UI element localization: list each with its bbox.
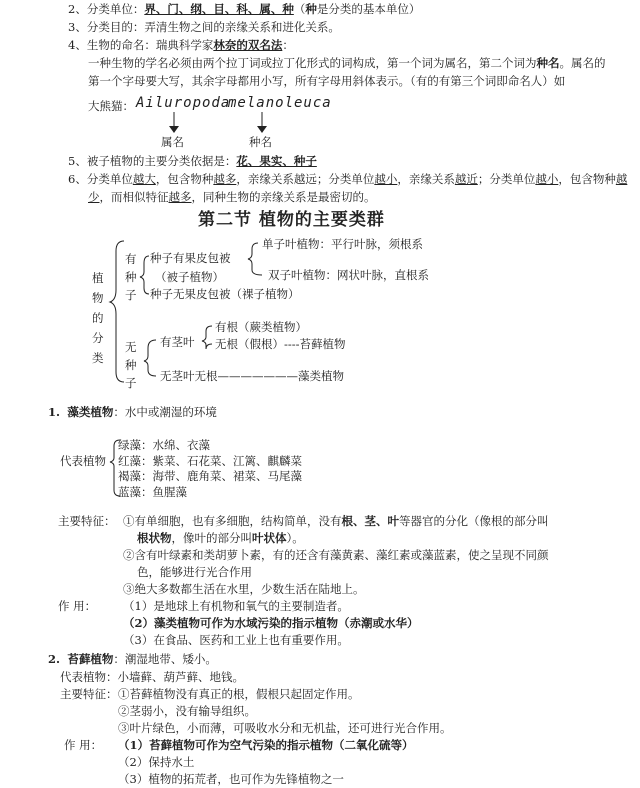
t1: 分类单位 bbox=[86, 172, 133, 186]
panda-genus: Ailuropoda bbox=[136, 95, 231, 111]
t5: ，亲缘关系越远；分类单位 bbox=[236, 172, 375, 186]
moss-use-3: （3）植物的拓荒者，也可作为先锋植物之一 bbox=[118, 772, 344, 786]
moss-name: 苔藓植物 bbox=[67, 652, 114, 666]
item-5-text: 被子植物的主要分类依据是： bbox=[86, 154, 237, 168]
species-label: 种名 bbox=[249, 135, 272, 149]
moss-feature-2: ②茎弱小，没有输导组织。 bbox=[118, 704, 256, 718]
moss-feature-3: ③叶片绿色，小而薄，可吸收水分和无机盐，还可进行光合作用。 bbox=[118, 721, 452, 735]
algae-use-label: 作 用： bbox=[58, 599, 97, 613]
rep-brown-algae: 褐藻：海带、鹿角菜、裙菜、马尾藻 bbox=[118, 469, 302, 483]
algae-feature-2b: 色，能够进行光合作用 bbox=[137, 565, 252, 579]
algae-feature-1 bbox=[123, 514, 549, 529]
rep-green-algae: 绿藻：水绵、衣藻 bbox=[118, 438, 210, 452]
rep-red-algae: 红藻：紫菜、石花菜、江篱、麒麟菜 bbox=[118, 453, 302, 468]
item-2-paren: （ bbox=[293, 2, 306, 16]
item-3-number: 3、 bbox=[68, 20, 87, 34]
tree-covered: 种子有果皮包被 bbox=[150, 251, 231, 265]
item-2-number: 2、 bbox=[68, 2, 87, 16]
moss-use-label: 作 用： bbox=[64, 738, 103, 752]
tree-root-char: 类 bbox=[92, 351, 104, 365]
tree-root-char: 分 bbox=[92, 331, 104, 345]
t10: 越小 bbox=[535, 172, 559, 186]
moss-habitat: ：潮湿地带、矮小。 bbox=[113, 652, 217, 666]
tree-monocot: 单子叶植物：平行叶脉，须根系 bbox=[262, 237, 423, 251]
genus-label: 属名 bbox=[161, 135, 184, 149]
f1g: ）。 bbox=[286, 531, 304, 545]
moss-use-2: （2）保持水土 bbox=[118, 755, 195, 769]
algae-reps bbox=[118, 438, 302, 500]
item-2-note-bold: 种 bbox=[305, 2, 317, 16]
item-2-units: 界、门、纲、目、科、属、种 bbox=[144, 2, 294, 16]
algae-rep-label: 代表植物 bbox=[60, 454, 106, 468]
t9: ；分类单位 bbox=[477, 172, 536, 186]
tree-angiosperm: （被子植物） bbox=[155, 270, 224, 284]
tree-no-stem: 无茎叶无根———————藻类植物 bbox=[160, 369, 344, 383]
tree-root-char: 的 bbox=[92, 311, 104, 325]
tree-no-root: 无根（假根）----苔藓植物 bbox=[215, 337, 346, 351]
tree-root-char: 植 bbox=[92, 271, 104, 285]
section-title: 第二节 植物的主要类群 bbox=[198, 210, 385, 230]
t2: 越大 bbox=[132, 172, 156, 186]
tree-noseed-char: 子 bbox=[125, 376, 137, 390]
item-6-number: 6、 bbox=[68, 172, 87, 186]
item-4-number: 4、 bbox=[68, 38, 87, 52]
algae-use-2: （2）藻类植物可作为水域污染的指示植物（赤潮或水华） bbox=[123, 616, 419, 630]
item-5-basis: 花、果实、种子 bbox=[236, 154, 317, 168]
tree-noseed-char: 无 bbox=[125, 340, 137, 354]
moss-rep: 代表植物：小墙藓、葫芦藓、地钱。 bbox=[60, 670, 244, 684]
t7: ，亲缘关系 bbox=[397, 172, 455, 186]
moss-title bbox=[48, 652, 217, 667]
algae-feature-label: 主要特征： bbox=[58, 514, 116, 528]
tree-dicot: 双子叶植物：网状叶脉，直根系 bbox=[268, 268, 429, 282]
algae-number: 1. bbox=[48, 405, 61, 419]
t13: 少 bbox=[88, 190, 100, 204]
rep-blue-algae: 蓝藻：鱼腥藻 bbox=[118, 484, 187, 499]
tree-stem-leaf: 有茎叶 bbox=[160, 335, 195, 349]
f1b: 根、茎、叶 bbox=[341, 514, 399, 528]
t11: ，包含物种 bbox=[558, 172, 616, 186]
tree-seed-char: 种 bbox=[125, 270, 137, 284]
f1d: 根状物 bbox=[137, 531, 172, 545]
moss-use-1: （1）苔藓植物可作为空气污染的指示植物（二氧化硫等） bbox=[118, 738, 414, 752]
tree-with-root: 有根（蕨类植物） bbox=[215, 320, 307, 334]
item-4-pre: 瑞典科学家 bbox=[155, 38, 214, 52]
item-2-note: 是分类的基本单位） bbox=[316, 2, 421, 16]
algae-feature-1b bbox=[137, 531, 304, 546]
algae-name: 藻类植物 bbox=[67, 405, 114, 419]
tree-seed-char: 子 bbox=[125, 288, 137, 302]
item-4-line1-text: 一种生物的学名必须由两个拉丁词或拉丁化形式的词构成，第一个词为属名，第二个词为 bbox=[88, 56, 537, 70]
algae-use-3: （3）在食品、医药和工业上也有重要作用。 bbox=[123, 633, 349, 647]
item-4-line2: 第一个字母要大写，其余字母都用小写，所有字母用斜体表示。（有的有第三个词即命名人）如 bbox=[88, 74, 566, 88]
f1f: 叶状体 bbox=[252, 531, 287, 545]
tree-root-char: 物 bbox=[92, 291, 104, 305]
item-2-label: 分类单位： bbox=[86, 2, 145, 16]
t4: 越多 bbox=[213, 172, 237, 186]
t8: 越近 bbox=[454, 172, 478, 186]
item-5-number: 5、 bbox=[68, 154, 87, 168]
f1c: 等器官的分化（像根的部分叫 bbox=[399, 514, 549, 528]
tree-seed-char: 有 bbox=[125, 252, 137, 266]
f1a: ①有单细胞，也有多细胞，结构简单，没有 bbox=[123, 514, 342, 528]
f1e: ，像叶的部分叫 bbox=[171, 531, 252, 545]
algae-use-1: （1）是地球上有机物和氧气的主要制造者。 bbox=[123, 599, 349, 613]
tree-noseed-char: 种 bbox=[125, 358, 137, 372]
t14: ，而相似特征 bbox=[99, 190, 169, 204]
item-4-label: 生物的命名： bbox=[86, 38, 156, 52]
moss-feature-label: 主要特征： bbox=[60, 687, 118, 701]
algae-feature-3: ③绝大多数都生活在水里，少数生活在陆地上。 bbox=[123, 582, 365, 596]
item-4-species-term: 种名 bbox=[536, 56, 560, 70]
t16: ，同种生物的亲缘关系是最密切的。 bbox=[191, 190, 376, 204]
item-4-colon: ： bbox=[282, 38, 294, 52]
panda-species: melanoleuca bbox=[228, 95, 332, 111]
algae-feature-2: ②含有叶绿素和类胡萝卜素，有的还含有藻黄素、藻红素或藻蓝素，使之呈现不同颜 bbox=[123, 548, 549, 562]
t12: 越 bbox=[615, 172, 628, 186]
moss-number: 2. bbox=[48, 652, 61, 666]
moss-feature-1: ①苔藓植物没有真正的根，假根只起固定作用。 bbox=[118, 687, 360, 701]
algae-habitat: ：水中或潮湿的环境 bbox=[113, 405, 217, 419]
t15: 越多 bbox=[168, 190, 192, 204]
t6: 越小 bbox=[374, 172, 398, 186]
t3: ，包含物种 bbox=[155, 172, 214, 186]
item-3-text: 分类目的：弄清生物之间的亲缘关系和进化关系。 bbox=[86, 20, 340, 34]
tree-naked: 种子无果皮包被（裸子植物） bbox=[150, 287, 300, 301]
panda-label: 大熊猫： bbox=[88, 99, 134, 113]
item-4-line1-end: 。属名的 bbox=[559, 56, 606, 70]
item-4-binomial: 林奈的双名法 bbox=[213, 38, 283, 52]
